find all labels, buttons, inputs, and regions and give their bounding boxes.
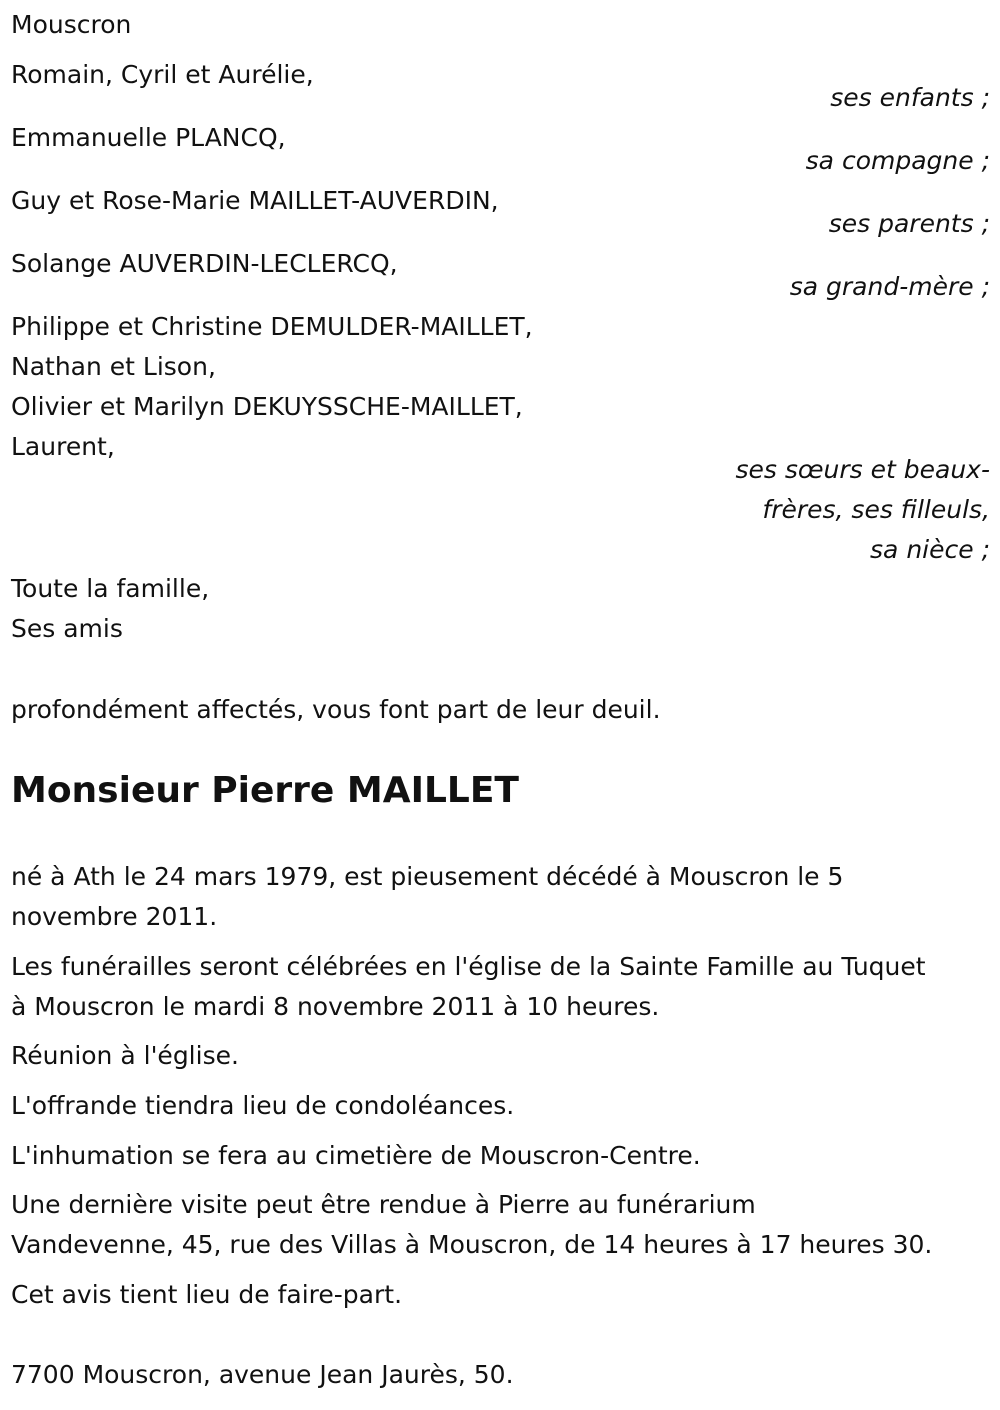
sibling-line: Olivier et Marilyn DEKUYSSCHE-MAILLET, xyxy=(11,392,523,421)
detail-line: Cet avis tient lieu de faire-part. xyxy=(11,1280,403,1309)
detail-line: né à Ath le 24 mars 1979, est pieusement décédé à Mouscron le 5 xyxy=(11,862,844,891)
grandmother-relation: sa grand-mère ; xyxy=(789,272,990,301)
deceased-name: Monsieur Pierre MAILLET xyxy=(11,770,519,811)
parents-names: Guy et Rose-Marie MAILLET-AUVERDIN, xyxy=(11,186,499,215)
siblings-relation: ses sœurs et beaux- xyxy=(735,455,990,484)
others-line: Ses amis xyxy=(11,614,123,643)
others-line: Toute la famille, xyxy=(11,574,210,603)
companion-name: Emmanuelle PLANCQ, xyxy=(11,123,286,152)
detail-line: L'offrande tiendra lieu de condoléances. xyxy=(11,1091,515,1120)
children-relation: ses enfants ; xyxy=(830,83,990,112)
sibling-line: Laurent, xyxy=(11,432,115,461)
siblings-relation: sa nièce ; xyxy=(870,535,990,564)
home-address: 7700 Mouscron, avenue Jean Jaurès, 50. xyxy=(11,1360,514,1389)
parents-relation: ses parents ; xyxy=(828,209,990,238)
city-header: Mouscron xyxy=(11,10,132,39)
announcement-text: profondément affectés, vous font part de leur deuil. xyxy=(11,695,661,724)
companion-relation: sa compagne ; xyxy=(805,146,990,175)
grandmother-name: Solange AUVERDIN-LECLERCQ, xyxy=(11,249,398,278)
detail-line: Les funérailles seront célébrées en l'église de la Sainte Famille au Tuquet xyxy=(11,952,926,981)
detail-line: novembre 2011. xyxy=(11,902,218,931)
children-names: Romain, Cyril et Aurélie, xyxy=(11,60,314,89)
detail-line: Réunion à l'église. xyxy=(11,1041,239,1070)
detail-line: Vandevenne, 45, rue des Villas à Mouscron, de 14 heures à 17 heures 30. xyxy=(11,1230,933,1259)
sibling-line: Nathan et Lison, xyxy=(11,352,216,381)
siblings-relation: frères, ses filleuls, xyxy=(762,495,990,524)
detail-line: L'inhumation se fera au cimetière de Mouscron-Centre. xyxy=(11,1141,701,1170)
detail-line: à Mouscron le mardi 8 novembre 2011 à 10 heures. xyxy=(11,992,660,1021)
detail-line: Une dernière visite peut être rendue à Pierre au funérarium xyxy=(11,1190,756,1219)
sibling-line: Philippe et Christine DEMULDER-MAILLET, xyxy=(11,312,533,341)
